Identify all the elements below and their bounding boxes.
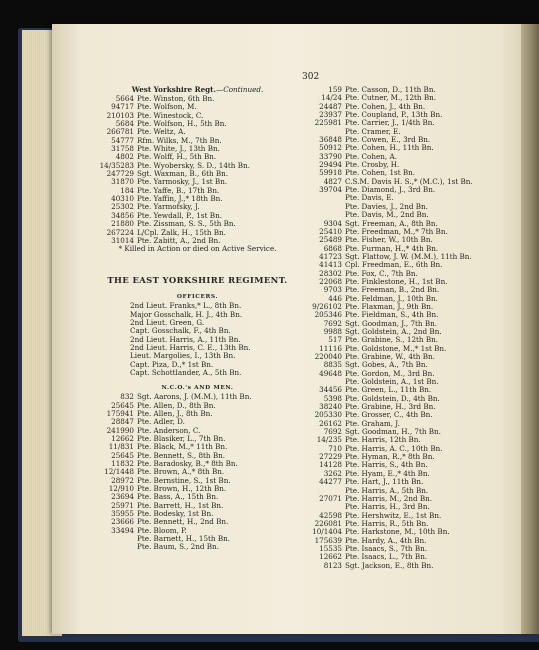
- service-number: 33494: [111, 525, 134, 535]
- page-number: 302: [302, 72, 320, 82]
- service-number: 205330: [314, 410, 342, 420]
- service-number: 34456: [319, 385, 342, 395]
- service-number: 159: [328, 85, 342, 94]
- soldier-name: Pte. Green, L., 11th Bn.: [345, 385, 432, 395]
- service-number: 11116: [319, 343, 342, 353]
- service-number: 29494: [319, 160, 342, 170]
- service-number: 28972: [111, 475, 134, 485]
- officer-entry: Capt. Piza, D.,* 1st Bn.: [130, 359, 214, 369]
- officer-entry: 2nd Lieut. Harris, C. E., 13th Bn.: [130, 342, 251, 352]
- service-number: 27071: [319, 493, 342, 503]
- soldier-name: Pte. Isaacs, S., 7th Bn.: [345, 543, 428, 553]
- service-number: 220040: [314, 352, 342, 361]
- soldier-name: Pte. Yewdall, P., 1st Bn.: [137, 210, 222, 220]
- soldier-name: Pte. Blasiker, L., 7th Bn.: [137, 434, 226, 443]
- service-number: 175941: [106, 408, 134, 418]
- soldier-name: Pte. Grabine, W., 4th Bn.: [345, 352, 435, 361]
- service-number: 710: [328, 443, 342, 453]
- soldier-name: Pte. Yarmofsky, J.: [137, 202, 200, 212]
- service-number: 5398: [323, 393, 342, 403]
- soldier-name: Pte. White, J., 13th Bn.: [137, 144, 220, 154]
- soldier-name: Pte. Isaacs, L., 7th Bn.: [345, 552, 428, 562]
- service-number: 59918: [319, 168, 342, 178]
- page-gutter: [521, 24, 539, 634]
- soldier-name: Pte. Grabine, S., 12th Bn.: [345, 335, 439, 345]
- service-number: 14/24: [321, 93, 342, 103]
- service-number: 267224: [106, 227, 134, 237]
- soldier-name: Pte. Graham, J.: [345, 418, 400, 428]
- soldier-name: Pte. Casson, D., 11th Bn.: [345, 85, 436, 94]
- service-number: 36848: [319, 135, 342, 145]
- soldier-name: Pte. Winston, 6th Bn.: [137, 94, 215, 103]
- soldier-name: Pte. Zissman, S. S., 5th Bn.: [137, 219, 236, 229]
- service-number: 54777: [111, 135, 134, 145]
- service-number: 39704: [319, 185, 342, 195]
- soldier-name: Pte. Harris, H., 3rd Bn.: [345, 502, 430, 512]
- service-number: 14/35283: [99, 160, 134, 170]
- soldier-name: Pte. Freedman, M.,* 7th Bn.: [345, 226, 448, 236]
- soldier-name: Pte. Gordon, M., 3rd Bn.: [345, 368, 435, 378]
- soldier-name: Pte. Anderson, C.: [137, 425, 201, 435]
- soldier-name: Pte. Cohen, 1st Bn.: [345, 168, 416, 178]
- service-number: 11/831: [108, 442, 134, 452]
- soldier-name: Pte. Davies, J., 2nd Bn.: [345, 201, 428, 211]
- service-number: 832: [120, 392, 134, 402]
- service-number: 205346: [314, 310, 342, 320]
- service-number: 14128: [319, 460, 342, 470]
- service-number: 34856: [111, 210, 134, 220]
- soldier-name: L/Cpl. Zalk, H., 15th Bn.: [137, 227, 226, 237]
- service-number: 12/1448: [104, 467, 134, 477]
- soldier-name: Pte. Harkstone, M., 10th Bn.: [345, 527, 450, 537]
- soldier-name: Sgt. Goldstein, A., 2nd Bn.: [345, 326, 442, 336]
- soldier-name: Pte. Wyobersky, S. D., 14th Bn.: [137, 160, 250, 170]
- soldier-name: C.S.M. Davis H. S.,* (M.C.), 1st Bn.: [345, 176, 473, 186]
- soldier-name: Pte. Zabitt, A., 2nd Bn.: [137, 235, 221, 245]
- service-number: 38240: [319, 402, 342, 412]
- soldier-name: Sgt. Aarons, J. (M.M.), 11th Bn.: [137, 392, 252, 402]
- west-yorkshire-list: [90, 95, 305, 245]
- footnote: * Killed in Action or died on Active Service.: [118, 244, 277, 254]
- list-item: [304, 119, 519, 127]
- soldier-name: Pte. Allen, J., 8th Bn.: [137, 408, 213, 418]
- soldier-name: Pte. Black, M.,* 11th Bn.: [137, 442, 228, 452]
- officer-entry: Capt. Schottlander, A., 5th Bn.: [130, 367, 242, 377]
- soldier-name: Sgt. Waxman, B., 6th Bn.: [137, 169, 229, 179]
- soldier-name: Pte. Feldman, J., 10th Bn.: [345, 293, 438, 303]
- soldier-name: Pte. Wolfson, M.: [137, 102, 197, 112]
- soldier-name: Pte. Harris, S., 4th Bn.: [345, 460, 428, 470]
- soldier-name: Pte. Cramer, E.: [345, 126, 401, 136]
- soldier-name: Pte. Yarmosky, J., 1st Bn.: [137, 177, 228, 187]
- soldier-name: Pte. Cutner, M., 12th Bn.: [345, 93, 437, 103]
- service-number: 5684: [115, 119, 134, 129]
- service-number: 22068: [319, 276, 342, 286]
- service-number: 28302: [319, 268, 342, 278]
- service-number: 3262: [323, 468, 342, 478]
- service-number: 9703: [323, 285, 342, 295]
- soldier-name: Sgt. Jackson, E., 8th Bn.: [345, 560, 434, 570]
- service-number: 23666: [111, 517, 134, 527]
- service-number: 31758: [111, 144, 134, 154]
- left-column: [90, 86, 305, 552]
- soldier-name: Pte. Crosby, H.: [345, 160, 400, 170]
- soldier-name: Pte. Hyam, E.,* 4th Bn.: [345, 468, 430, 478]
- service-number: 4802: [115, 152, 134, 162]
- soldier-name: Sgt. Goodman, J., 7th Bn.: [345, 318, 438, 328]
- service-number: 12/910: [108, 484, 134, 494]
- soldier-name: Pte. Adler, D.: [137, 417, 185, 427]
- service-number: 44277: [319, 477, 342, 487]
- soldier-name: Pte. Goldstein, D., 4th Bn.: [345, 393, 440, 403]
- soldier-name: Pte. Allen, D., 8th Bn.: [137, 400, 216, 410]
- service-number: 210103: [106, 110, 134, 120]
- service-number: 33790: [319, 151, 342, 161]
- officer-entry: Lieut. Margolies, I., 13th Bn.: [130, 351, 236, 361]
- officer-entry: Major Gosschalk, H. J., 4th Bn.: [130, 309, 243, 319]
- continued-heading: West Yorkshire Regt.—Continued.: [131, 85, 264, 94]
- service-number: 8123: [323, 560, 342, 570]
- service-number: 15535: [319, 543, 342, 553]
- soldier-name: Pte. Bodesky, 1st Bn.: [137, 509, 214, 519]
- soldier-name: Pte. Brown, H., 12th Bn.: [137, 484, 227, 494]
- service-number: 25971: [111, 500, 134, 510]
- soldier-name: Pte. Harris, 12th Bn.: [345, 435, 421, 445]
- soldier-name: Sgt. Gobes, A., 7th Bn.: [345, 360, 428, 370]
- service-number: 226081: [314, 518, 342, 528]
- soldier-name: Pte. Bloom, P.: [137, 525, 187, 535]
- officer-entry: 2nd Lieut. Harris, A., 11th Bn.: [130, 334, 241, 344]
- officers-list: [90, 302, 305, 377]
- service-number: 12662: [319, 552, 342, 562]
- soldier-name: Pte. Fox, C., 7th Bn.: [345, 268, 418, 278]
- service-number: 31014: [111, 235, 134, 245]
- service-number: 11832: [111, 459, 134, 469]
- soldier-name: Pte. Cohen, J., 4th Bn.: [345, 101, 426, 111]
- soldier-name: Pte. Brown, A.,* 8th Bn.: [137, 467, 225, 477]
- soldier-name: Pte. Furman, H.,* 4th Bn.: [345, 243, 439, 253]
- service-number: 184: [120, 185, 134, 195]
- soldier-name: Pte. Hyman, R.,* 8th Bn.: [345, 452, 435, 462]
- soldier-name: Rfm. Wilks, M., 7th Bn.: [137, 135, 222, 145]
- soldier-name: Pte. Cohen, H., 11th Bn.: [345, 143, 434, 153]
- soldier-name: Pte. Wolfson, H., 5th Bn.: [137, 119, 227, 129]
- service-number: 42598: [319, 510, 342, 520]
- soldier-name: Cpl. Freedman, E., 6th Bn.: [345, 260, 443, 270]
- service-number: 266781: [106, 127, 134, 137]
- list-item: [90, 543, 305, 551]
- soldier-name: Pte. Harris, A., 5th Bn.: [345, 485, 429, 495]
- soldier-name: Pte. Harris, M., 2nd Bn.: [345, 493, 433, 503]
- soldier-name: Pte. Hardy, A., 4th Bn.: [345, 535, 427, 545]
- soldier-name: Pte. Barnett, H., 15th Bn.: [137, 534, 231, 544]
- service-number: 25410: [319, 226, 342, 236]
- soldier-name: Pte. Coupland, P., 13th Bn.: [345, 110, 443, 120]
- soldier-name: Pte. Carrier, J., 1/4th Bn.: [345, 118, 435, 128]
- soldier-name: Pte. Winestock, C.: [137, 110, 204, 120]
- soldier-name: Pte. Harris, A. C., 10th Bn.: [345, 443, 443, 453]
- soldier-name: Pte. Fisher, W., 10th Bn.: [345, 235, 433, 245]
- service-number: 12662: [111, 434, 134, 443]
- service-number: 10/1404: [312, 527, 342, 537]
- service-number: 7692: [323, 318, 342, 328]
- soldier-name: Sgt. Goodman, H., 7th Bn.: [345, 427, 441, 437]
- ncos-list: [90, 393, 305, 552]
- service-number: 24487: [319, 101, 342, 111]
- soldier-name: Pte. Diamond, J., 3rd Bn.: [345, 185, 436, 195]
- service-number: 26162: [319, 418, 342, 428]
- soldier-name: Pte. Wolff, H., 5th Bn.: [137, 152, 217, 162]
- soldier-name: Pte. Baradosky, B.,* 8th Bn.: [137, 459, 238, 469]
- service-number: 9304: [323, 218, 342, 228]
- service-number: 35955: [111, 509, 134, 519]
- soldier-name: Pte. Fieldman, S., 4th Bn.: [345, 310, 439, 320]
- officers-heading: OFFICERS.: [176, 294, 219, 301]
- officer-entry: 2nd Lieut. Green, G.: [130, 317, 205, 327]
- list-item: [304, 562, 519, 570]
- ncos-heading: N.C.O.'s AND MEN.: [161, 385, 234, 392]
- soldier-name: Pte. Grabine, H., 3rd Bn.: [345, 402, 436, 412]
- soldier-name: Pte. Yaffin, J.,* 18th Bn.: [137, 194, 223, 204]
- service-number: 9/26102: [312, 301, 342, 311]
- service-number: 94717: [111, 102, 134, 112]
- regiment-title: THE EAST YORKSHIRE REGIMENT.: [107, 275, 288, 286]
- soldier-name: Pte. Flaxman, J., 9th Bn.: [345, 301, 434, 311]
- service-number: 9988: [323, 326, 342, 336]
- soldier-name: Pte. Weltz, A.: [137, 127, 186, 137]
- service-number: 4827: [323, 176, 342, 186]
- service-number: 23937: [319, 110, 342, 120]
- service-number: 241990: [106, 425, 134, 435]
- service-number: 25645: [111, 400, 134, 410]
- soldier-name: Pte. Goldstone, M.,* 1st Bn.: [345, 343, 447, 353]
- soldier-name: Pte. Bernstine, S., 1st Bn.: [137, 475, 231, 485]
- service-number: 25489: [319, 235, 342, 245]
- service-number: 25645: [111, 450, 134, 460]
- soldier-name: Pte. Finklestone, H., 1st Bn.: [345, 276, 448, 286]
- service-number: 175639: [314, 535, 342, 545]
- service-number: 6868: [323, 243, 342, 253]
- service-number: 27229: [319, 452, 342, 462]
- soldier-name: Pte. Davis, M., 2nd Bn.: [345, 210, 429, 220]
- soldier-name: Pte. Bass, A., 15th Bn.: [137, 492, 219, 502]
- service-number: 517: [328, 335, 342, 345]
- service-number: 225981: [314, 118, 342, 128]
- service-number: 5664: [115, 94, 134, 103]
- service-number: 446: [328, 293, 342, 303]
- soldier-name: Pte. Baum, S., 2nd Bn.: [137, 542, 219, 552]
- soldier-name: Pte. Hart, J., 11th Bn.: [345, 477, 424, 487]
- officer-entry: 2nd Lieut. Franks,* L., 8th Bn.: [130, 301, 242, 311]
- soldier-name: Pte. Yaffe, B., 17th Bn.: [137, 185, 220, 195]
- service-number: 41723: [319, 251, 342, 261]
- officer-entry: Capt. Gosschalk, F., 4th Bn.: [130, 326, 231, 336]
- soldier-name: Sgt. Flattow, J. W. (M.M.), 11th Bn.: [345, 251, 472, 261]
- soldier-name: Pte. Cohen, A.: [345, 151, 397, 161]
- soldier-name: Pte. Hershwitz, E., 1st Bn.: [345, 510, 442, 520]
- service-number: 8835: [323, 360, 342, 370]
- soldier-name: Pte. Bennett, H., 2nd Bn.: [137, 517, 229, 527]
- soldier-name: Pte. Freeman, B., 2nd Bn.: [345, 285, 440, 295]
- service-number: 50912: [319, 143, 342, 153]
- service-number: 247729: [106, 169, 134, 179]
- soldier-name: Pte. Goldstein, A., 1st Bn.: [345, 377, 439, 387]
- soldier-name: Pte. Harris, R., 5th Bn.: [345, 518, 429, 528]
- service-number: 41413: [319, 260, 342, 270]
- service-number: 49648: [319, 368, 342, 378]
- soldier-name: Pte. Grosser, C., 4th Bn.: [345, 410, 433, 420]
- service-number: 7692: [323, 427, 342, 437]
- right-column: [304, 86, 519, 570]
- service-number: 25302: [111, 202, 134, 212]
- service-number: 14/235: [316, 435, 342, 445]
- soldier-name: Pte. Bennett, S., 8th Bn.: [137, 450, 226, 460]
- service-number: 31870: [111, 177, 134, 187]
- service-number: 23694: [111, 492, 134, 502]
- soldier-name: Pte. Barrett, H., 1st Bn.: [137, 500, 224, 510]
- service-number: 28847: [111, 417, 134, 427]
- service-number: 21880: [111, 219, 134, 229]
- service-number: 40310: [111, 194, 134, 204]
- right-list: [304, 86, 519, 570]
- soldier-name: Pte. Davis, E.: [345, 193, 394, 203]
- list-item: [304, 186, 519, 194]
- soldier-name: Pte. Cowen, E., 3rd Bn.: [345, 135, 431, 145]
- soldier-name: Sgt. Freeman, A., 8th Bn.: [345, 218, 438, 228]
